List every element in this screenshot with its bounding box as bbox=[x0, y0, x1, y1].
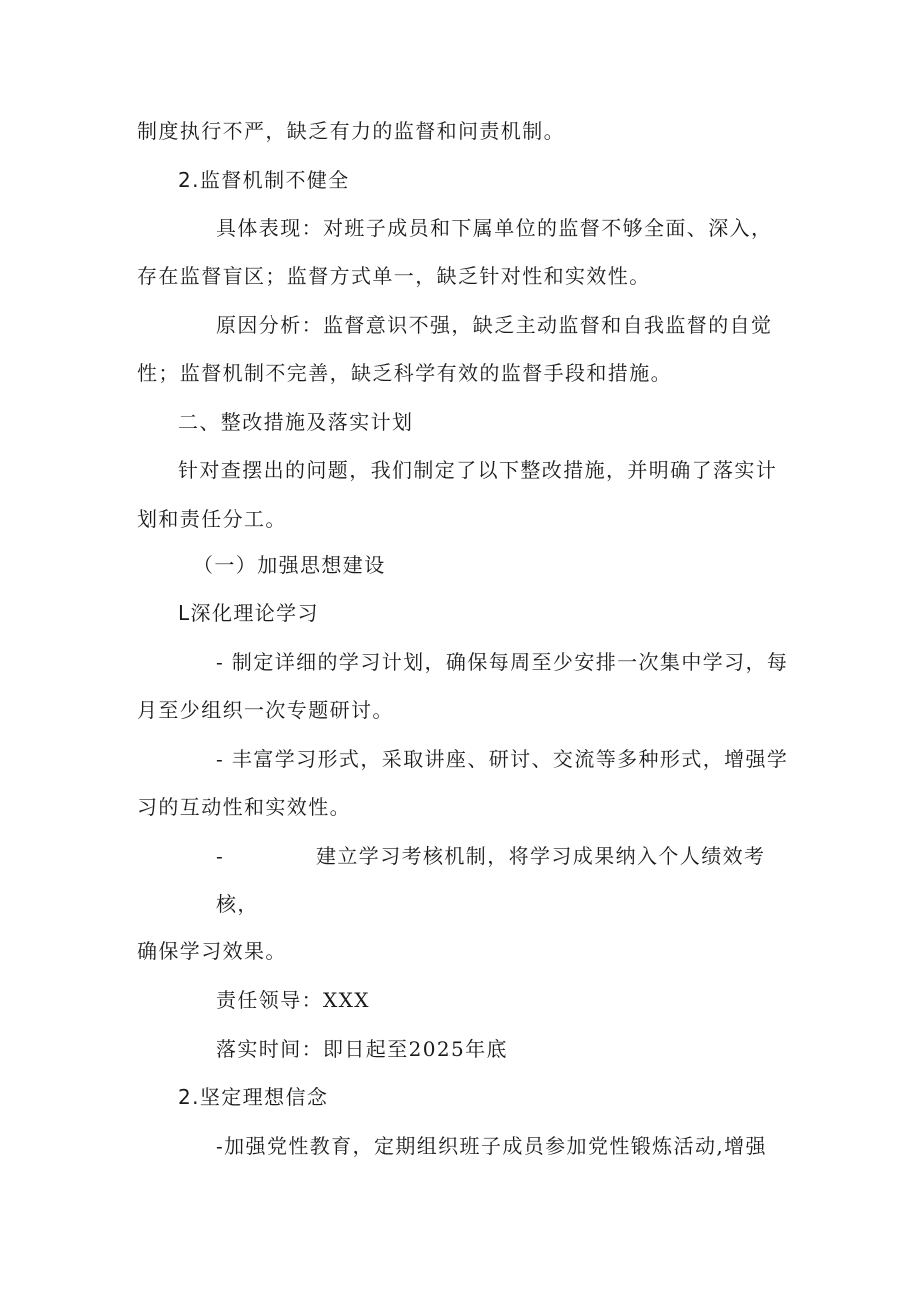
paragraph-line: 存在监督盲区；监督方式单一，缺乏针对性和实效性。 bbox=[137, 264, 651, 288]
list-item-line: - 制定详细的学习计划，确保每周至少安排一次集中学习，每 bbox=[216, 650, 789, 674]
section-heading: 2.坚定理想信念 bbox=[178, 1085, 329, 1109]
list-item-line: 月至少组织一次专题研讨。 bbox=[137, 698, 394, 722]
list-item-line: 确保学习效果。 bbox=[137, 939, 287, 963]
paragraph-line: 划和责任分工。 bbox=[137, 507, 287, 531]
paragraph-line: 性；监督机制不完善，缺乏科学有效的监督手段和措施。 bbox=[137, 361, 672, 385]
paragraph-line: 制度执行不严，缺乏有力的监督和问责机制。 bbox=[137, 119, 565, 143]
list-bullet: - bbox=[216, 844, 225, 868]
list-item-line: 建立学习考核机制，将学习成果纳入个人绩效考 bbox=[316, 844, 766, 868]
paragraph-line: 具体表现：对班子成员和下属单位的监督不够全面、深入， bbox=[216, 216, 773, 240]
list-item-line: -加强党性教育，定期组织班子成员参加党性锻炼活动,增强 bbox=[216, 1134, 767, 1158]
responsible-leader: 责任领导：XXX bbox=[216, 988, 370, 1012]
subsection-heading: （一）加强思想建设 bbox=[193, 553, 386, 577]
paragraph-line: 针对查摆出的问题，我们制定了以下整改措施，并明确了落实计 bbox=[178, 458, 778, 482]
list-item-line: - 丰富学习形式，采取讲座、研讨、交流等多种形式，增强学 bbox=[216, 747, 789, 771]
chapter-heading: 二、整改措施及落实计划 bbox=[178, 410, 414, 434]
implementation-time: 落实时间：即日起至2025年底 bbox=[216, 1037, 508, 1061]
paragraph-line: 原因分析：监督意识不强，缺乏主动监督和自我监督的自觉 bbox=[216, 313, 773, 337]
list-item-line: 核， bbox=[216, 892, 259, 916]
section-heading: L深化理论学习 bbox=[178, 601, 319, 625]
section-heading: 2.监督机制不健全 bbox=[178, 168, 350, 192]
list-item-line: 习的互动性和实效性。 bbox=[137, 795, 351, 819]
